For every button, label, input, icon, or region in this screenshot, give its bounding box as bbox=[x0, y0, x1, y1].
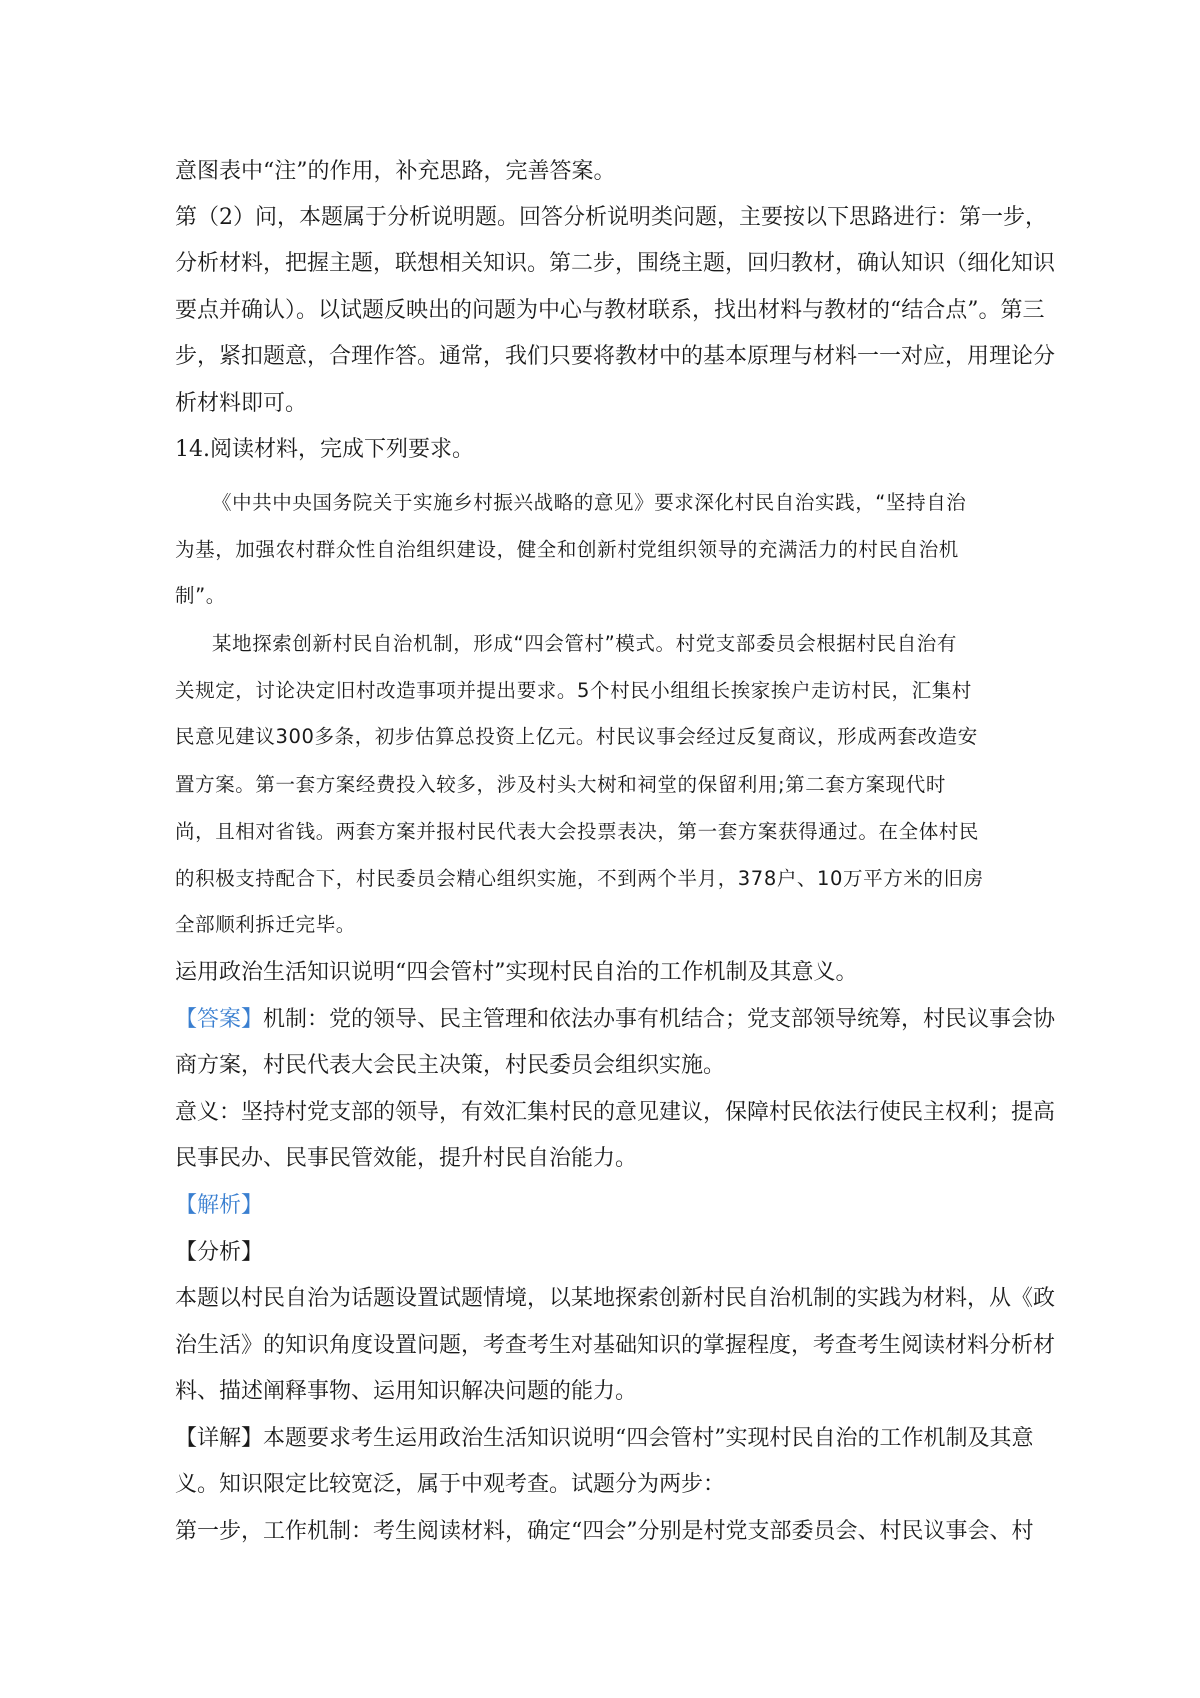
material-line: 民意见建议300多条，初步估算总投资上亿元。村民议事会经过反复商议，形成两套改造安 bbox=[175, 725, 978, 748]
answer-line: 意义：坚持村党支部的领导，有效汇集村民的意见建议，保障村民依法行使民主权利；提高 bbox=[175, 1100, 1056, 1125]
fenxi-tag: 【分析】 bbox=[175, 1240, 264, 1265]
material-line: 的积极支持配合下，村民委员会精心组织实施，不到两个半月，378户、10万平方米的旧房 bbox=[175, 867, 984, 890]
material-line: 全部顺利拆迁完毕。 bbox=[175, 913, 356, 936]
text-line: 意图表中“注”的作用，补充思路，完善答案。 bbox=[175, 159, 616, 184]
material-line: 制”。 bbox=[175, 584, 226, 607]
answer-text: 机制：党的领导、民主管理和依法办事有机结合；党支部领导统筹，村民议事会协 bbox=[263, 1007, 1056, 1032]
question-number: 14.阅读材料，完成下列要求。 bbox=[175, 437, 474, 462]
detail-line: 义。知识限定比较宽泛，属于中观考查。试题分为两步： bbox=[175, 1472, 726, 1497]
material-line: 尚，且相对省钱。两套方案并报村民代表大会投票表决，第一套方案获得通过。在全体村民 bbox=[175, 820, 980, 843]
detail-text: 本题要求考生运用政治生活知识说明“四会管村”实现村民自治的工作机制及其意 bbox=[263, 1426, 1034, 1451]
answer-line: 商方案，村民代表大会民主决策，村民委员会组织实施。 bbox=[175, 1053, 726, 1078]
answer-line bbox=[175, 1005, 1056, 1035]
text-line: 分析材料，把握主题，联想相关知识。第二步，围绕主题，回归教材，确认知识（细化知识 bbox=[175, 251, 1056, 276]
answer-tag: 【答案】 bbox=[175, 1007, 264, 1032]
text-line: 步，紧扣题意，合理作答。通常，我们只要将教材中的基本原理与材料一一对应，用理论分 bbox=[175, 344, 1056, 369]
material-line: 为基，加强农村群众性自治组织建设，健全和创新村党组织领导的充满活力的村民自治机 bbox=[175, 538, 959, 561]
fenxi-line: 本题以村民自治为话题设置试题情境，以某地探索创新村民自治机制的实践为材料，从《政 bbox=[175, 1286, 1056, 1311]
answer-line: 民事民办、民事民管效能，提升村民自治能力。 bbox=[175, 1146, 638, 1171]
material-line: 某地探索创新村民自治机制，形成“四会管村”模式。村党支部委员会根据村民自治有 bbox=[212, 632, 958, 655]
fenxi-line: 料、描述阐释事物、运用知识解决问题的能力。 bbox=[175, 1379, 638, 1404]
fenxi-line: 治生活》的知识角度设置问题，考查考生对基础知识的掌握程度，考查考生阅读材料分析材 bbox=[175, 1333, 1056, 1358]
material-line: 置方案。第一套方案经费投入较多，涉及村头大树和祠堂的保留利用;第二套方案现代时 bbox=[175, 773, 946, 796]
detail-line bbox=[175, 1424, 1035, 1454]
text-line: 析材料即可。 bbox=[175, 391, 308, 416]
text-line: 要点并确认）。以试题反映出的问题为中心与教材联系，找出材料与教材的“结合点”。第三 bbox=[175, 298, 1045, 323]
analysis-tag: 【解析】 bbox=[175, 1193, 264, 1218]
detail-tag: 【详解】 bbox=[175, 1426, 264, 1451]
material-line: 关规定，讨论决定旧村改造事项并提出要求。5个村民小组组长挨家挨户走访村民，汇集村 bbox=[175, 679, 972, 702]
detail-line: 第一步，工作机制：考生阅读材料，确定“四会”分别是村党支部委员会、村民议事会、村 bbox=[175, 1519, 1034, 1544]
material-line: 《中共中央国务院关于实施乡村振兴战略的意见》要求深化村民自治实践，“坚持自治 bbox=[212, 491, 967, 514]
question-text: 运用政治生活知识说明“四会管村”实现村民自治的工作机制及其意义。 bbox=[175, 960, 858, 985]
text-line: 第（2）问，本题属于分析说明题。回答分析说明类问题，主要按以下思路进行：第一步， bbox=[175, 205, 1047, 230]
